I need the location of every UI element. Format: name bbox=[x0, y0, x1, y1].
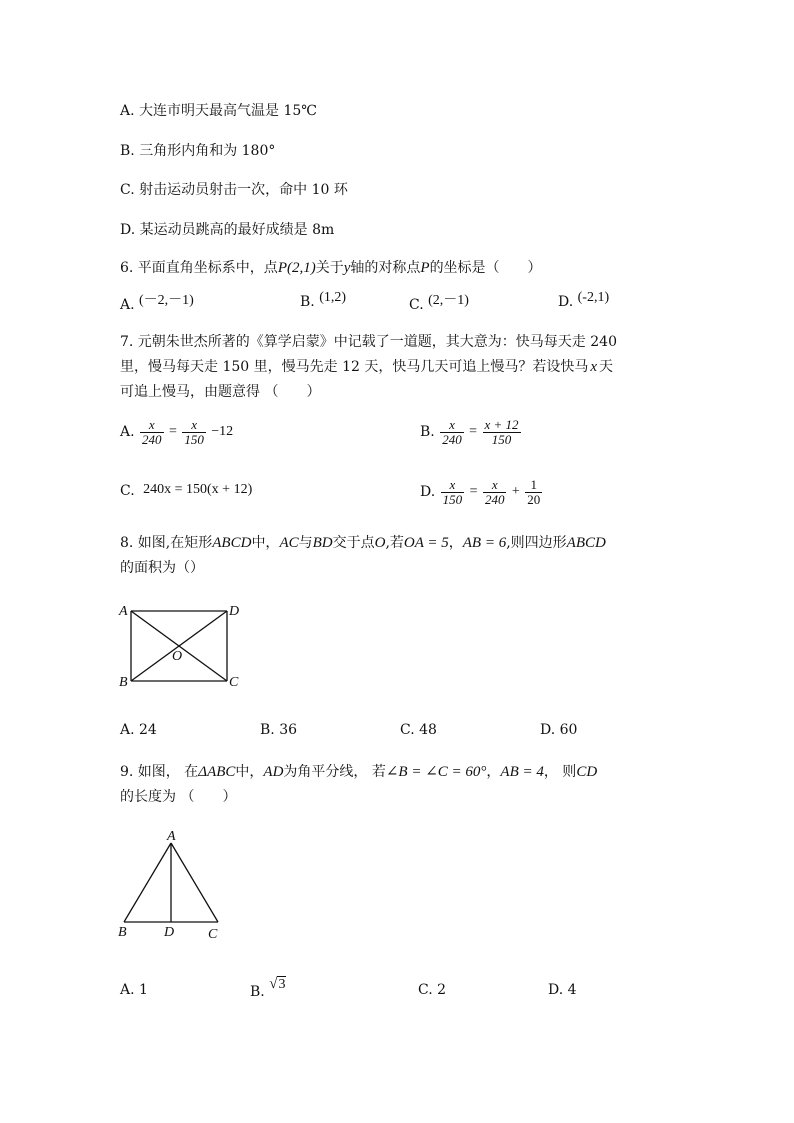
q8-o: O bbox=[374, 535, 386, 551]
q7-c-expr: 240x = 150(x + 12) bbox=[143, 482, 253, 497]
q6-option-a bbox=[120, 294, 194, 314]
q6-option-b-value: (1,2) bbox=[319, 290, 347, 305]
q7-a-den2: 150 bbox=[184, 431, 204, 447]
q8-stem-mid1: 中， bbox=[251, 535, 280, 551]
q7-d-num3: 1 bbox=[525, 478, 542, 493]
q6-stem-post: 的坐标是（ ） bbox=[429, 260, 542, 276]
q7-d-den2: 240 bbox=[484, 491, 505, 507]
q7-b-den1: 240 bbox=[442, 431, 462, 447]
q7-a-num2: x bbox=[182, 418, 206, 433]
q8-option-b: B. 36 bbox=[260, 722, 298, 738]
q7-d-num2: x bbox=[483, 478, 507, 493]
q8-stem-mid6: ,则四边形 bbox=[506, 535, 567, 551]
q6-option-b bbox=[300, 290, 347, 311]
q9-angles: ∠B = ∠C = 60° bbox=[385, 764, 487, 780]
q9-option-b-value: 3 bbox=[278, 977, 286, 992]
q9-stem-mid3: ， bbox=[486, 764, 501, 780]
q6-stem-mid2: 轴的对称点 bbox=[350, 260, 421, 276]
q7-d-den1: 150 bbox=[442, 491, 463, 507]
q7-option-c bbox=[120, 483, 252, 500]
q6-point2: P bbox=[420, 260, 430, 276]
q8-line2: 的面积为（） bbox=[120, 560, 204, 576]
q7-d-eq: = bbox=[469, 484, 478, 500]
q5-option-a: A. 大连市明天最高气温是 15℃ bbox=[120, 103, 317, 119]
q8-bd: BD bbox=[312, 535, 333, 551]
q9-tri: ΔABC bbox=[198, 764, 236, 780]
q9-ad: AD bbox=[263, 764, 284, 780]
q8-rect2: ABCD bbox=[566, 535, 606, 551]
q8-stem-mid5: ， bbox=[448, 535, 463, 551]
q7-option-b-label: B. bbox=[420, 424, 435, 441]
q8-label-b: B bbox=[119, 675, 128, 690]
q9-stem-pre: 9. 如图， 在 bbox=[120, 764, 199, 780]
q7-d-plus: + bbox=[511, 484, 520, 500]
q7-a-tail: −12 bbox=[211, 424, 234, 440]
q7-var: x bbox=[590, 359, 598, 375]
q9-option-b bbox=[250, 976, 286, 1001]
q9-stem-mid4: ， 则 bbox=[543, 764, 577, 780]
q7-line2-end: 天 bbox=[599, 359, 614, 375]
q9-label-b: B bbox=[118, 925, 127, 940]
q7-a-eq: = bbox=[168, 424, 177, 440]
q8-option-a: A. 24 bbox=[120, 722, 157, 738]
q7-a-num1: x bbox=[140, 418, 164, 433]
q8-option-c: C. 48 bbox=[400, 722, 437, 738]
sqrt-icon: √ bbox=[269, 976, 278, 992]
q8-rect: ABCD bbox=[212, 535, 252, 551]
q6-stem-mid1: 关于 bbox=[315, 260, 344, 276]
q6-option-b-label: B. bbox=[300, 294, 315, 310]
q8-stem bbox=[120, 532, 606, 552]
q9-line2: 的长度为 （ ） bbox=[120, 789, 237, 805]
q9-stem bbox=[120, 761, 597, 781]
q9-stem-mid1: 中， bbox=[235, 764, 264, 780]
q7-option-a-label: A. bbox=[120, 424, 135, 441]
q9-edge-ac bbox=[171, 843, 218, 922]
q5-option-b: B. 三角形内角和为 180° bbox=[120, 143, 276, 159]
q7-d-den3: 20 bbox=[527, 491, 541, 507]
q7-b-num2: x + 12 bbox=[484, 417, 519, 432]
q9-label-a: A bbox=[167, 829, 176, 844]
q8-stem-pre: 8. 如图,在矩形 bbox=[120, 535, 213, 551]
q7-b-eq: = bbox=[469, 424, 478, 440]
q5-option-d: D. 某运动员跳高的最好成绩是 8m bbox=[120, 222, 335, 238]
q7-line3: 可追上慢马，由题意得 （ ） bbox=[120, 384, 321, 400]
q9-option-a: A. 1 bbox=[120, 982, 148, 998]
q9-option-d: D. 4 bbox=[548, 982, 577, 998]
q9-ab: AB = 4 bbox=[500, 764, 544, 780]
q6-option-d-label: D. bbox=[558, 294, 574, 310]
q7-b-num1: x bbox=[440, 418, 464, 433]
q6-point: P(2,1) bbox=[277, 260, 316, 276]
q8-label-d: D bbox=[229, 604, 240, 619]
q7-option-d-label: D. bbox=[420, 484, 436, 501]
q6-option-d bbox=[558, 290, 610, 311]
q9-option-b-label: B. bbox=[250, 984, 265, 1000]
q8-rectangle-figure bbox=[110, 598, 250, 693]
q7-option-a bbox=[120, 418, 233, 446]
q7-option-b bbox=[420, 418, 522, 446]
q9-stem-mid2: 为角平分线， 若 bbox=[283, 764, 386, 780]
q7-option-d bbox=[420, 478, 543, 506]
q7-line2 bbox=[120, 356, 613, 376]
q9-label-c: C bbox=[208, 927, 218, 942]
q8-ac: AC bbox=[279, 535, 299, 551]
q9-triangle-figure bbox=[110, 826, 230, 946]
q7-a-den1: 240 bbox=[142, 431, 162, 447]
q9-option-c: C. 2 bbox=[418, 982, 447, 998]
q6-option-c-label: C. bbox=[409, 297, 424, 313]
q7-line1: 7. 元朝朱世杰所著的《算学启蒙》中记载了一道题，其大意为：快马每天走 240 bbox=[120, 334, 617, 350]
q6-option-c-value: (2,－1) bbox=[428, 293, 469, 308]
q8-stem-mid2: 与 bbox=[298, 535, 313, 551]
q6-stem bbox=[120, 257, 542, 277]
q6-axis: y bbox=[343, 260, 351, 276]
q8-label-c: C bbox=[229, 675, 239, 690]
q8-option-d: D. 60 bbox=[540, 722, 578, 738]
q9-label-d: D bbox=[164, 925, 175, 940]
q9-cd: CD bbox=[576, 764, 598, 780]
q6-option-d-value: (-2,1) bbox=[577, 290, 610, 305]
q6-option-c bbox=[409, 294, 469, 314]
q8-label-a: A bbox=[119, 604, 128, 619]
q8-stem-mid3: 交于点 bbox=[332, 535, 375, 551]
q8-label-o: O bbox=[172, 649, 183, 664]
q8-stem-mid4: ,若 bbox=[385, 535, 404, 551]
q6-option-a-label: A. bbox=[120, 297, 135, 313]
q8-ab: AB = 6 bbox=[462, 535, 507, 551]
q5-option-c: C. 射击运动员射击一次，命中 10 环 bbox=[120, 182, 348, 198]
q6-option-a-value: (－2,－1) bbox=[139, 293, 194, 308]
q7-b-den2: 150 bbox=[491, 431, 512, 447]
q7-option-c-label: C. bbox=[120, 483, 135, 499]
q7-line2-text: 里，慢马每天走 150 里，慢马先走 12 天，快马几天可追上慢马？若设快马 bbox=[120, 359, 589, 375]
q6-stem-pre: 6. 平面直角坐标系中，点 bbox=[120, 260, 278, 276]
q8-oa: OA = 5 bbox=[403, 535, 449, 551]
q9-option-b-radical bbox=[269, 977, 286, 992]
q9-edge-ab bbox=[124, 843, 171, 922]
q7-d-num1: x bbox=[441, 478, 465, 493]
